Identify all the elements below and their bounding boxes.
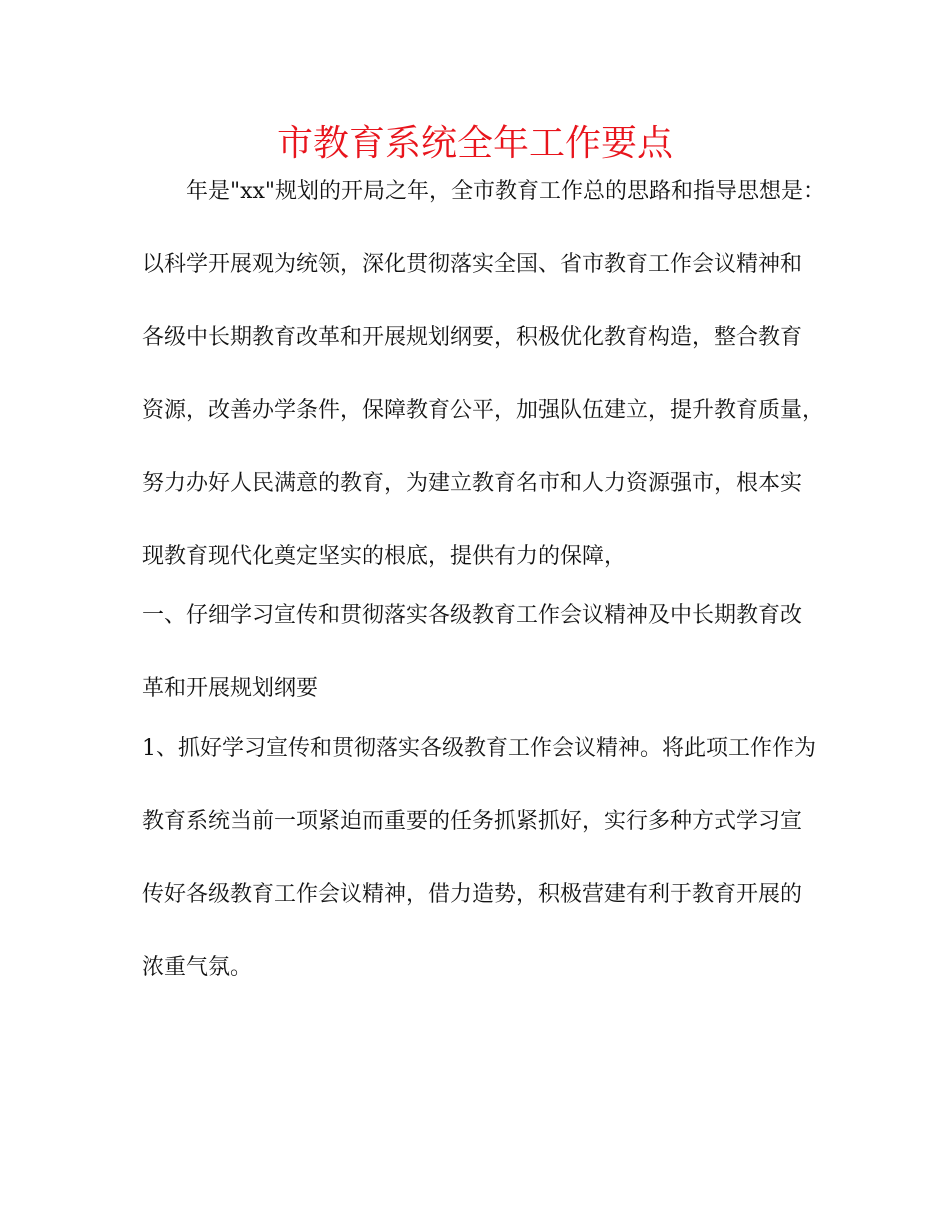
paragraph-line-6: 现教育现代化奠定坚实的根底，提供有力的保障， [142, 544, 627, 569]
section-heading-line-1: 一、仔细学习宣传和贯彻落实各级教育工作会议精神及中长期教育改 [142, 603, 803, 628]
section-heading-line-2: 革和开展规划纲要 [142, 676, 319, 701]
paragraph-line-2: 以科学开展观为统领，深化贯彻落实全国、省市教育工作会议精神和 [142, 252, 803, 277]
paragraph-line-5: 努力办好人民满意的教育，为建立教育名市和人力资源强市，根本实 [142, 471, 803, 496]
document-title: 市教育系统全年工作要点 [276, 123, 673, 164]
paragraph-line-3: 各级中长期教育改革和开展规划纲要，积极优化教育构造，整合教育 [142, 325, 803, 350]
paragraph-line-9: 传好各级教育工作会议精神，借力造势，积极营建有利于教育开展的 [142, 882, 803, 907]
paragraph-line-1: 年是"xx"规划的开局之年，全市教育工作总的思路和指导思想是： [186, 179, 826, 204]
paragraph-line-7: 1、抓好学习宣传和贯彻落实各级教育工作会议精神。将此项工作作为 [142, 736, 816, 761]
paragraph-line-8: 教育系统当前一项紧迫而重要的任务抓紧抓好，实行多种方式学习宣 [142, 809, 803, 834]
paragraph-line-10: 浓重气氛。 [142, 955, 253, 980]
paragraph-line-4: 资源，改善办学条件，保障教育公平，加强队伍建立，提升教育质量， [142, 398, 825, 423]
